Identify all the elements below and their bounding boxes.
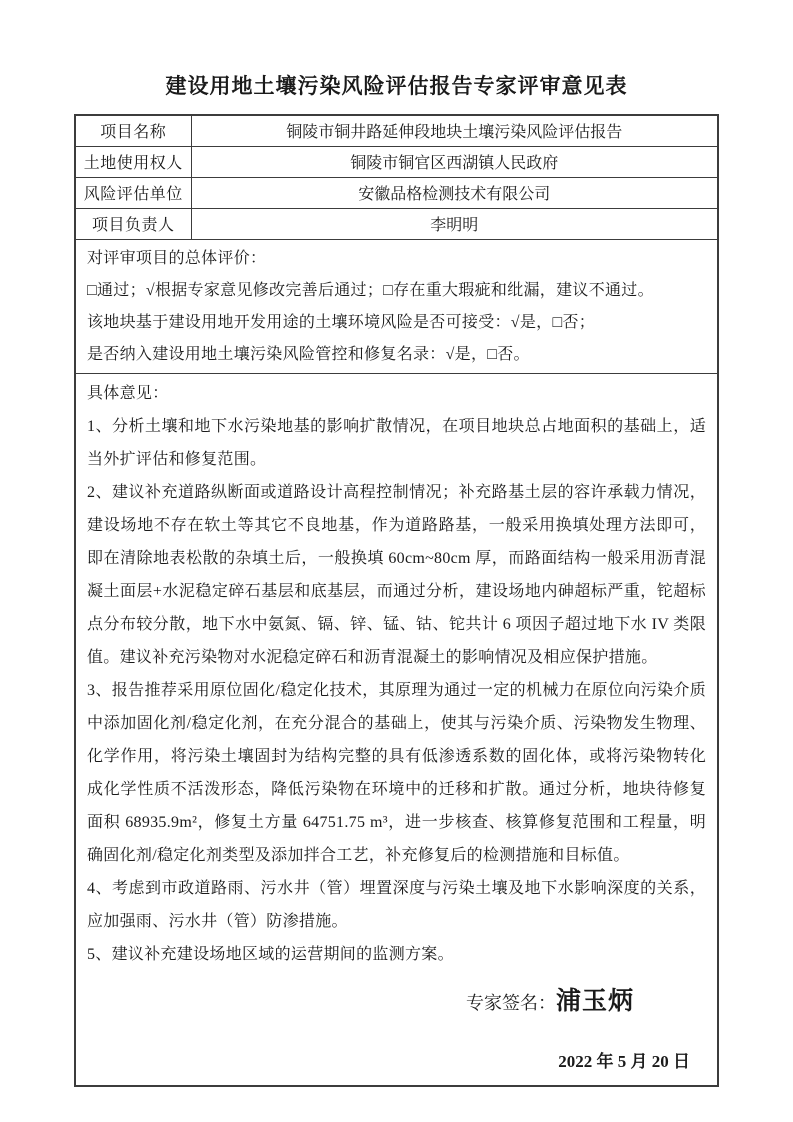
comment-item-1: 1、分析土壤和地下水污染地基的影响扩散情况，在项目地块总占地面积的基础上，适当外扩评估和修复范围。 (87, 417, 706, 468)
project-leader-value: 李明明 (191, 208, 718, 239)
signature-date: 2022 年 5 月 20 日 (558, 1051, 690, 1071)
comment-item-5: 5、建议补充建设场地区域的运营期间的监测方案。 (87, 945, 454, 963)
table-row-land-use-right-holder (75, 146, 718, 177)
comment-item-4: 4、考虑到市政道路雨、污水井（管）埋置深度与污染土壤及地下水影响深度的关系，应加强雨、污水井（管）防渗措施。 (87, 879, 706, 930)
comment-item-2: 2、建议补充道路纵断面或道路设计高程控制情况；补充路基土层的容许承载力情况，建设场地不存在软土等其它不良地基，作为道路路基，一般采用换填处理方法即可，即在清除地表松散的杂填土后，一般换填 60cm~80cm 厚，而路面结构一般采用沥青混凝土面层+水泥稳定碎石基层和底基层，而通过分析，建设场地内砷超标严重，铊超标点分布较分散，地下水中氨氮、镉、锌、锰、钴、铊共计 6 项因子超过地下水 IV 类限值。建议补充污染物对水泥稳定碎石和沥青混凝土的影响情况及相应保护措施。 (87, 483, 706, 666)
page-title: 建设用地土壤污染风险评估报告专家评审意见表 (165, 74, 628, 98)
expert-signature-line (87, 981, 706, 1025)
table-row-risk-assessment-unit (75, 177, 718, 208)
table-row-detailed-comments (75, 373, 718, 1086)
project-name-value: 铜陵市铜井路延伸段地块土壤污染风险评估报告 (191, 115, 718, 146)
review-form-table (74, 114, 719, 1087)
table-row-project-name (75, 115, 718, 146)
signature-label: 专家签名： (465, 992, 556, 1013)
risk-assessment-unit-label: 风险评估单位 (75, 177, 191, 208)
overall-evaluation-options-line: □通过；√根据专家意见修改完善后通过；□存在重大瑕疵和纰漏，建议不通过。 (87, 281, 654, 299)
overall-evaluation-section (75, 239, 718, 373)
detailed-comments-heading: 具体意见： (87, 384, 169, 402)
detailed-comments-section (75, 373, 718, 1086)
signature-name: 浦玉炳 (555, 986, 634, 1015)
table-row-project-leader (75, 208, 718, 239)
land-use-right-holder-value: 铜陵市铜官区西湖镇人民政府 (191, 146, 718, 177)
table-row-overall-evaluation (75, 239, 718, 373)
registry-inclusion-line: 是否纳入建设用地土壤污染风险管控和修复名录：√是，□否。 (87, 345, 530, 363)
overall-evaluation-heading: 对评审项目的总体评价： (87, 249, 267, 267)
project-name-label: 项目名称 (75, 115, 191, 146)
risk-acceptable-line: 该地块基于建设用地开发用途的土壤环境风险是否可接受：√是，□否； (87, 313, 596, 331)
land-use-right-holder-label: 土地使用权人 (75, 146, 191, 177)
comment-item-3: 3、报告推荐采用原位固化/稳定化技术，其原理为通过一定的机械力在原位向污染介质中添加固化剂/稳定化剂，在充分混合的基础上，使其与污染介质、污染物发生物理、化学作用，将污染土壤固封为结构完整的具有低渗透系数的固化体，或将污染物转化成化学性质不活泼形态，降低污染物在环境中的迁移和扩散。通过分析，地块待修复面积 68935.9m²，修复土方量 64751.75 m³，进一步核查、核算修复范围和工程量，明确固化剂/稳定化剂类型及添加拌合工艺，补充修复后的检测措施和目标值。 (87, 681, 706, 864)
project-leader-label: 项目负责人 (75, 208, 191, 239)
risk-assessment-unit-value: 安徽品格检测技术有限公司 (191, 177, 718, 208)
